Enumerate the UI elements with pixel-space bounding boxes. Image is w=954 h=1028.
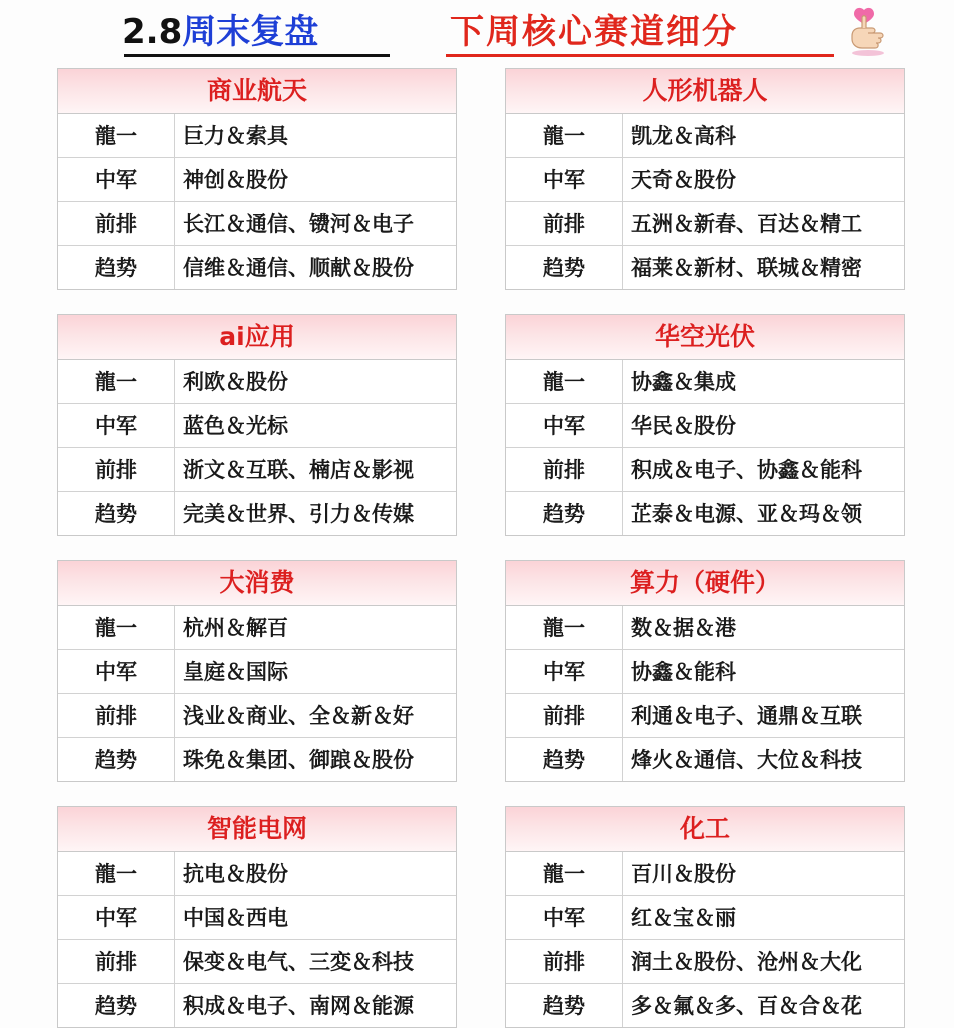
row-label: 趋势 [506, 492, 623, 535]
row-label: 中军 [506, 896, 623, 939]
table-row [58, 984, 456, 1027]
table-row [58, 404, 456, 448]
row-value: 烽火＆通信、大位＆科技 [631, 748, 862, 772]
row-value: 多＆氟＆多、百＆合＆花 [631, 994, 862, 1018]
row-label: 龍一 [58, 360, 175, 403]
table-row [506, 246, 904, 289]
row-value: 浅业＆商业、全＆新＆好 [183, 704, 414, 728]
table-row [506, 114, 904, 158]
title-review: 周末复盘 [182, 12, 319, 52]
sector-panel-computing-hardware [505, 560, 905, 782]
row-value: 福莱＆新材、联城＆精密 [631, 256, 862, 280]
sector-panel-photovoltaic [505, 314, 905, 536]
sector-panel-chemical [505, 806, 905, 1028]
row-label: 趋势 [58, 492, 175, 535]
table-row [58, 694, 456, 738]
title-underline-left [124, 54, 390, 57]
row-label: 龍一 [506, 114, 623, 157]
table-row [506, 492, 904, 535]
table-row [58, 606, 456, 650]
row-value: 五洲＆新春、百达＆精工 [631, 212, 862, 236]
row-value: 华民＆股份 [631, 414, 736, 438]
row-value: 润土＆股份、沧州＆大化 [631, 950, 862, 974]
table-row [58, 246, 456, 289]
row-value: 百川＆股份 [631, 862, 736, 886]
page-header [0, 0, 954, 62]
row-label: 中军 [506, 650, 623, 693]
sector-panel-commercial-aerospace [57, 68, 457, 290]
table-row [506, 202, 904, 246]
row-value: 抗电＆股份 [183, 862, 288, 886]
row-value: 积成＆电子、南网＆能源 [183, 994, 414, 1018]
row-label: 前排 [58, 940, 175, 983]
row-value: 利欧＆股份 [183, 370, 288, 394]
row-value: 数＆据＆港 [631, 616, 736, 640]
row-value: 信维＆通信、顺献＆股份 [183, 256, 414, 280]
row-label: 前排 [58, 694, 175, 737]
row-value: 珠免＆集团、御踉＆股份 [183, 748, 414, 772]
table-row [58, 360, 456, 404]
row-value: 积成＆电子、协鑫＆能科 [631, 458, 862, 482]
row-label: 中军 [58, 896, 175, 939]
row-value: 巨力＆索具 [183, 124, 288, 148]
row-label: 趋势 [506, 984, 623, 1027]
row-label: 龍一 [58, 114, 175, 157]
table-row [506, 650, 904, 694]
row-value: 红＆宝＆丽 [631, 906, 736, 930]
row-label: 趋势 [506, 738, 623, 781]
sector-panel-ai-application [57, 314, 457, 536]
panel-title: 华空光伏 [506, 315, 904, 360]
table-row [58, 650, 456, 694]
table-row [58, 114, 456, 158]
table-row [506, 984, 904, 1027]
row-value: 保变＆电气、三変＆科技 [183, 950, 414, 974]
row-value: 芷泰＆电源、亚＆玛＆领 [631, 502, 862, 526]
row-value: 协鑫＆集成 [631, 370, 736, 394]
sector-panel-humanoid-robot [505, 68, 905, 290]
table-row [506, 940, 904, 984]
row-value: 协鑫＆能科 [631, 660, 736, 684]
page-title-right: 下周核心赛道细分 [450, 12, 738, 52]
table-row [58, 202, 456, 246]
row-value: 凯龙＆高科 [631, 124, 736, 148]
row-label: 龍一 [506, 360, 623, 403]
panel-title: 大消费 [58, 561, 456, 606]
row-label: 龍一 [58, 852, 175, 895]
table-row [58, 448, 456, 492]
row-label: 龍一 [58, 606, 175, 649]
row-value: 神创＆股份 [183, 168, 288, 192]
sector-panel-smart-grid [57, 806, 457, 1028]
row-label: 中军 [58, 404, 175, 447]
title-date: 2.8 [122, 12, 183, 52]
table-row [58, 158, 456, 202]
row-label: 前排 [506, 694, 623, 737]
table-row [58, 896, 456, 940]
table-row [58, 492, 456, 535]
table-row [506, 852, 904, 896]
panel-title: ai应用 [58, 315, 456, 360]
row-label: 前排 [506, 448, 623, 491]
table-row [506, 606, 904, 650]
table-row [506, 694, 904, 738]
row-label: 中军 [58, 650, 175, 693]
row-value: 利通＆电子、通鼎＆互联 [631, 704, 862, 728]
panel-title: 商业航天 [58, 69, 456, 114]
table-row [506, 158, 904, 202]
row-value: 完美＆世界、引力＆传媒 [183, 502, 414, 526]
table-row [58, 940, 456, 984]
table-row [506, 360, 904, 404]
row-label: 中军 [58, 158, 175, 201]
sector-panel-consumption [57, 560, 457, 782]
row-label: 龍一 [506, 852, 623, 895]
row-value: 皇庭＆国际 [183, 660, 288, 684]
row-label: 前排 [506, 202, 623, 245]
page-title-left [122, 10, 318, 54]
row-label: 前排 [58, 202, 175, 245]
table-row [506, 896, 904, 940]
row-label: 趋势 [58, 738, 175, 781]
table-row [506, 404, 904, 448]
row-label: 趋势 [506, 246, 623, 289]
panel-title: 人形机器人 [506, 69, 904, 114]
heart-hand-icon [842, 6, 894, 58]
table-row [506, 738, 904, 781]
row-value: 杭州＆解百 [183, 616, 288, 640]
row-label: 中军 [506, 158, 623, 201]
panel-title: 算力（硬件） [506, 561, 904, 606]
row-label: 中军 [506, 404, 623, 447]
table-row [58, 738, 456, 781]
row-value: 蓝色＆光标 [183, 414, 288, 438]
row-label: 龍一 [506, 606, 623, 649]
row-value: 中国＆西电 [183, 906, 288, 930]
row-label: 前排 [58, 448, 175, 491]
row-label: 前排 [506, 940, 623, 983]
row-label: 趋势 [58, 984, 175, 1027]
table-row [506, 448, 904, 492]
panel-title: 智能电网 [58, 807, 456, 852]
row-value: 长江＆通信、镄河＆电子 [183, 212, 414, 236]
row-value: 浙文＆互联、楠店＆影视 [183, 458, 414, 482]
row-value: 天奇＆股份 [631, 168, 736, 192]
title-underline-right [446, 54, 834, 57]
panel-title: 化工 [506, 807, 904, 852]
table-row [58, 852, 456, 896]
row-label: 趋势 [58, 246, 175, 289]
